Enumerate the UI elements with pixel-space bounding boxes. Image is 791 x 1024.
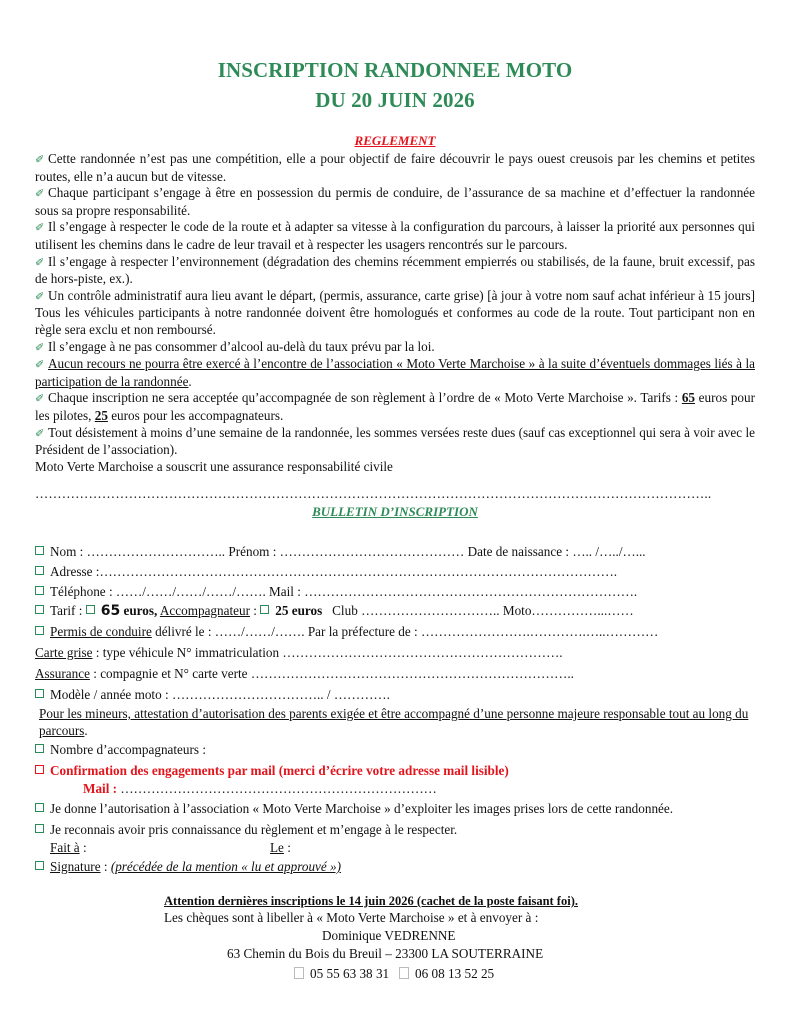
checkbox-icon[interactable] — [35, 744, 44, 753]
permis-field[interactable]: Permis de conduire délivré le : ……/……/……. Par la préfecture de : …………………….………….…..………… — [35, 624, 658, 640]
pencil-arrow-icon: ✐ — [35, 256, 45, 269]
autorisation-images[interactable]: Je donne l’autorisation à l’association « Moto Verte Marchoise » d’exploiter les images prises lors de cette randonnée. — [35, 801, 673, 817]
document-title: INSCRIPTION RANDONNEE MOTO — [217, 58, 573, 82]
mail-field[interactable]: Mail : ……………………………………………………………… — [83, 781, 437, 796]
tarif-pilote-value: 65 — [681, 390, 696, 406]
carte-grise-field[interactable]: Carte grise : type véhicule N° immatriculation ………………………………………………………. — [35, 645, 563, 660]
checkbox-icon[interactable] — [35, 626, 44, 635]
separator-dots: …………………………………………………………………………………………………………………………………….. — [35, 486, 712, 501]
mobile-phone-icon — [399, 967, 409, 979]
pencil-arrow-icon: ✐ — [35, 393, 45, 406]
rule-item: ✐ Cette randonnée n’est pas une compétition, elle a pour objectif de faire découvrir le pays ouest creusois par les chemins et petites routes, elle n’a aucun but de vitesse. — [35, 151, 755, 184]
checkbox-icon[interactable] — [35, 546, 44, 555]
insurance-note: Moto Verte Marchoise a souscrit une assurance responsabilité civile — [35, 458, 393, 474]
contact-phones: 05 55 63 38 31 06 08 13 52 25 — [294, 966, 494, 982]
pencil-arrow-icon: ✐ — [35, 222, 45, 235]
tarif-accomp-value: 25 — [94, 407, 108, 423]
checkbox-icon[interactable] — [35, 605, 44, 614]
le-field[interactable]: Le : — [270, 840, 291, 855]
tarif-pilote-checkbox[interactable] — [86, 605, 95, 614]
rule-item: ✐ Il s’engage à respecter le code de la route et à adapter sa vitesse à la configuration du parcours, à laisser la priorité aux personnes qui utilisent les chemins dans le cadre de leur travail et à respecter les usagers rencontrés sur le parcours. — [35, 219, 755, 252]
modele-field[interactable]: Modèle / année moto : …………………………….. / …………. — [35, 687, 390, 703]
pencil-arrow-icon: ✐ — [35, 188, 45, 201]
nombre-accomp-field[interactable]: Nombre d’accompagnateurs : — [35, 742, 206, 758]
phone-icon — [294, 967, 304, 979]
checkbox-icon[interactable] — [35, 824, 44, 833]
tarif-field[interactable]: Tarif : 65 euros, Accompagnateur : 25 euros Club ………………………….. Moto……………...…… — [35, 603, 634, 619]
event-date: DU 20 JUIN 2026 — [315, 88, 475, 112]
rule-item: ✐ Il s’engage à respecter l’environnement (dégradation des chemins récemment empierrés ou stabilisés, de la faune, bruit excessif, pas de hors-piste, ex.). — [35, 253, 755, 287]
rule-item: ✐ Tout désistement à moins d’une semaine de la randonnée, les sommes versées reste dues (sauf cas exceptionnel qui sera à voir avec le Président de l’association). — [35, 424, 755, 458]
rule-item: ✐ Un contrôle administratif aura lieu avant le départ, (permis, assurance, carte grise) [à jour à votre nom sauf achat inférieur à 15 jours] Tous les véhicules participants à notre randonnée doivent être homologués et conformes au code de la route. Tout participant non en règle sera exclu et non remboursé. — [35, 287, 755, 337]
rule-item-recours: ✐ Aucun recours ne pourra être exercé à l’encontre de l’association « Moto Verte Marchoise » à la suite d’éventuels dommages liés à la participation de la randonnée. — [35, 356, 755, 389]
mineurs-notice: Pour les mineurs, attestation d’autorisation des parents exigée et être accompagné d’une personne majeure responsable tout au long du parcours. — [39, 706, 749, 738]
pencil-arrow-icon: ✐ — [35, 341, 45, 354]
checkbox-icon[interactable] — [35, 586, 44, 595]
nom-field[interactable]: Nom : ………………………….. Prénom : …………………………………… Date de naissance : ….. /…../…... — [35, 544, 646, 560]
signature-field[interactable]: Signature : (précédée de la mention « lu et approuvé ») — [35, 859, 341, 875]
contact-address: 63 Chemin du Bois du Breuil – 23300 LA SOUTERRAINE — [227, 946, 544, 961]
reconnais-reglement[interactable]: Je reconnais avoir pris connaissance du règlement et m’engage à le respecter. — [35, 822, 457, 838]
rule-item-tarifs: ✐ Chaque inscription ne sera acceptée qu’accompagnée de son règlement à l’ordre de « Moto Verte Marchoise ». Tarifs : 65 euros pour les pilotes, 25 euros pour les accompagnateurs. — [35, 390, 755, 423]
deadline-notice: Attention dernières inscriptions le 14 juin 2026 (cachet de la poste faisant foi). — [164, 894, 578, 908]
rules-list — [35, 151, 755, 475]
tarif-accomp-checkbox[interactable] — [260, 605, 269, 614]
rule-item: ✐ Chaque participant s’engage à être en possession du permis de conduire, de l’assurance de sa machine et d’effectuer la randonnée sous sa propre responsabilité. — [35, 185, 755, 218]
checkbox-icon[interactable] — [35, 803, 44, 812]
checkbox-icon[interactable] — [35, 689, 44, 698]
rule-item: ✐ Il s’engage à ne pas consommer d’alcool au-delà du taux prévu par la loi. — [35, 339, 755, 357]
fait-a-field[interactable]: Fait à : — [50, 840, 87, 855]
cheques-instructions: Les chèques sont à libeller à « Moto Verte Marchoise » et à envoyer à : — [164, 910, 539, 925]
bulletin-heading: BULLETIN D’INSCRIPTION — [312, 504, 478, 519]
checkbox-icon[interactable] — [35, 765, 44, 774]
pencil-arrow-icon: ✐ — [35, 290, 45, 303]
checkbox-icon[interactable] — [35, 566, 44, 575]
adresse-field[interactable]: Adresse :………………………………………………………………………………………………………. — [35, 564, 617, 580]
telephone-field[interactable]: Téléphone : ……/……/……/……/……. Mail : …………………………………………………………………. — [35, 584, 637, 600]
pencil-arrow-icon: ✐ — [35, 359, 45, 372]
assurance-field[interactable]: Assurance : compagnie et N° carte verte ……………………………………………………………….. — [35, 666, 574, 681]
confirmation-mail-notice[interactable]: Confirmation des engagements par mail (merci d’écrire votre adresse mail lisible) — [35, 763, 509, 779]
pencil-arrow-icon: ✐ — [35, 154, 45, 166]
reglement-heading: REGLEMENT — [354, 133, 436, 148]
checkbox-icon[interactable] — [35, 861, 44, 870]
pencil-arrow-icon: ✐ — [35, 427, 45, 440]
contact-name: Dominique VEDRENNE — [322, 928, 456, 943]
